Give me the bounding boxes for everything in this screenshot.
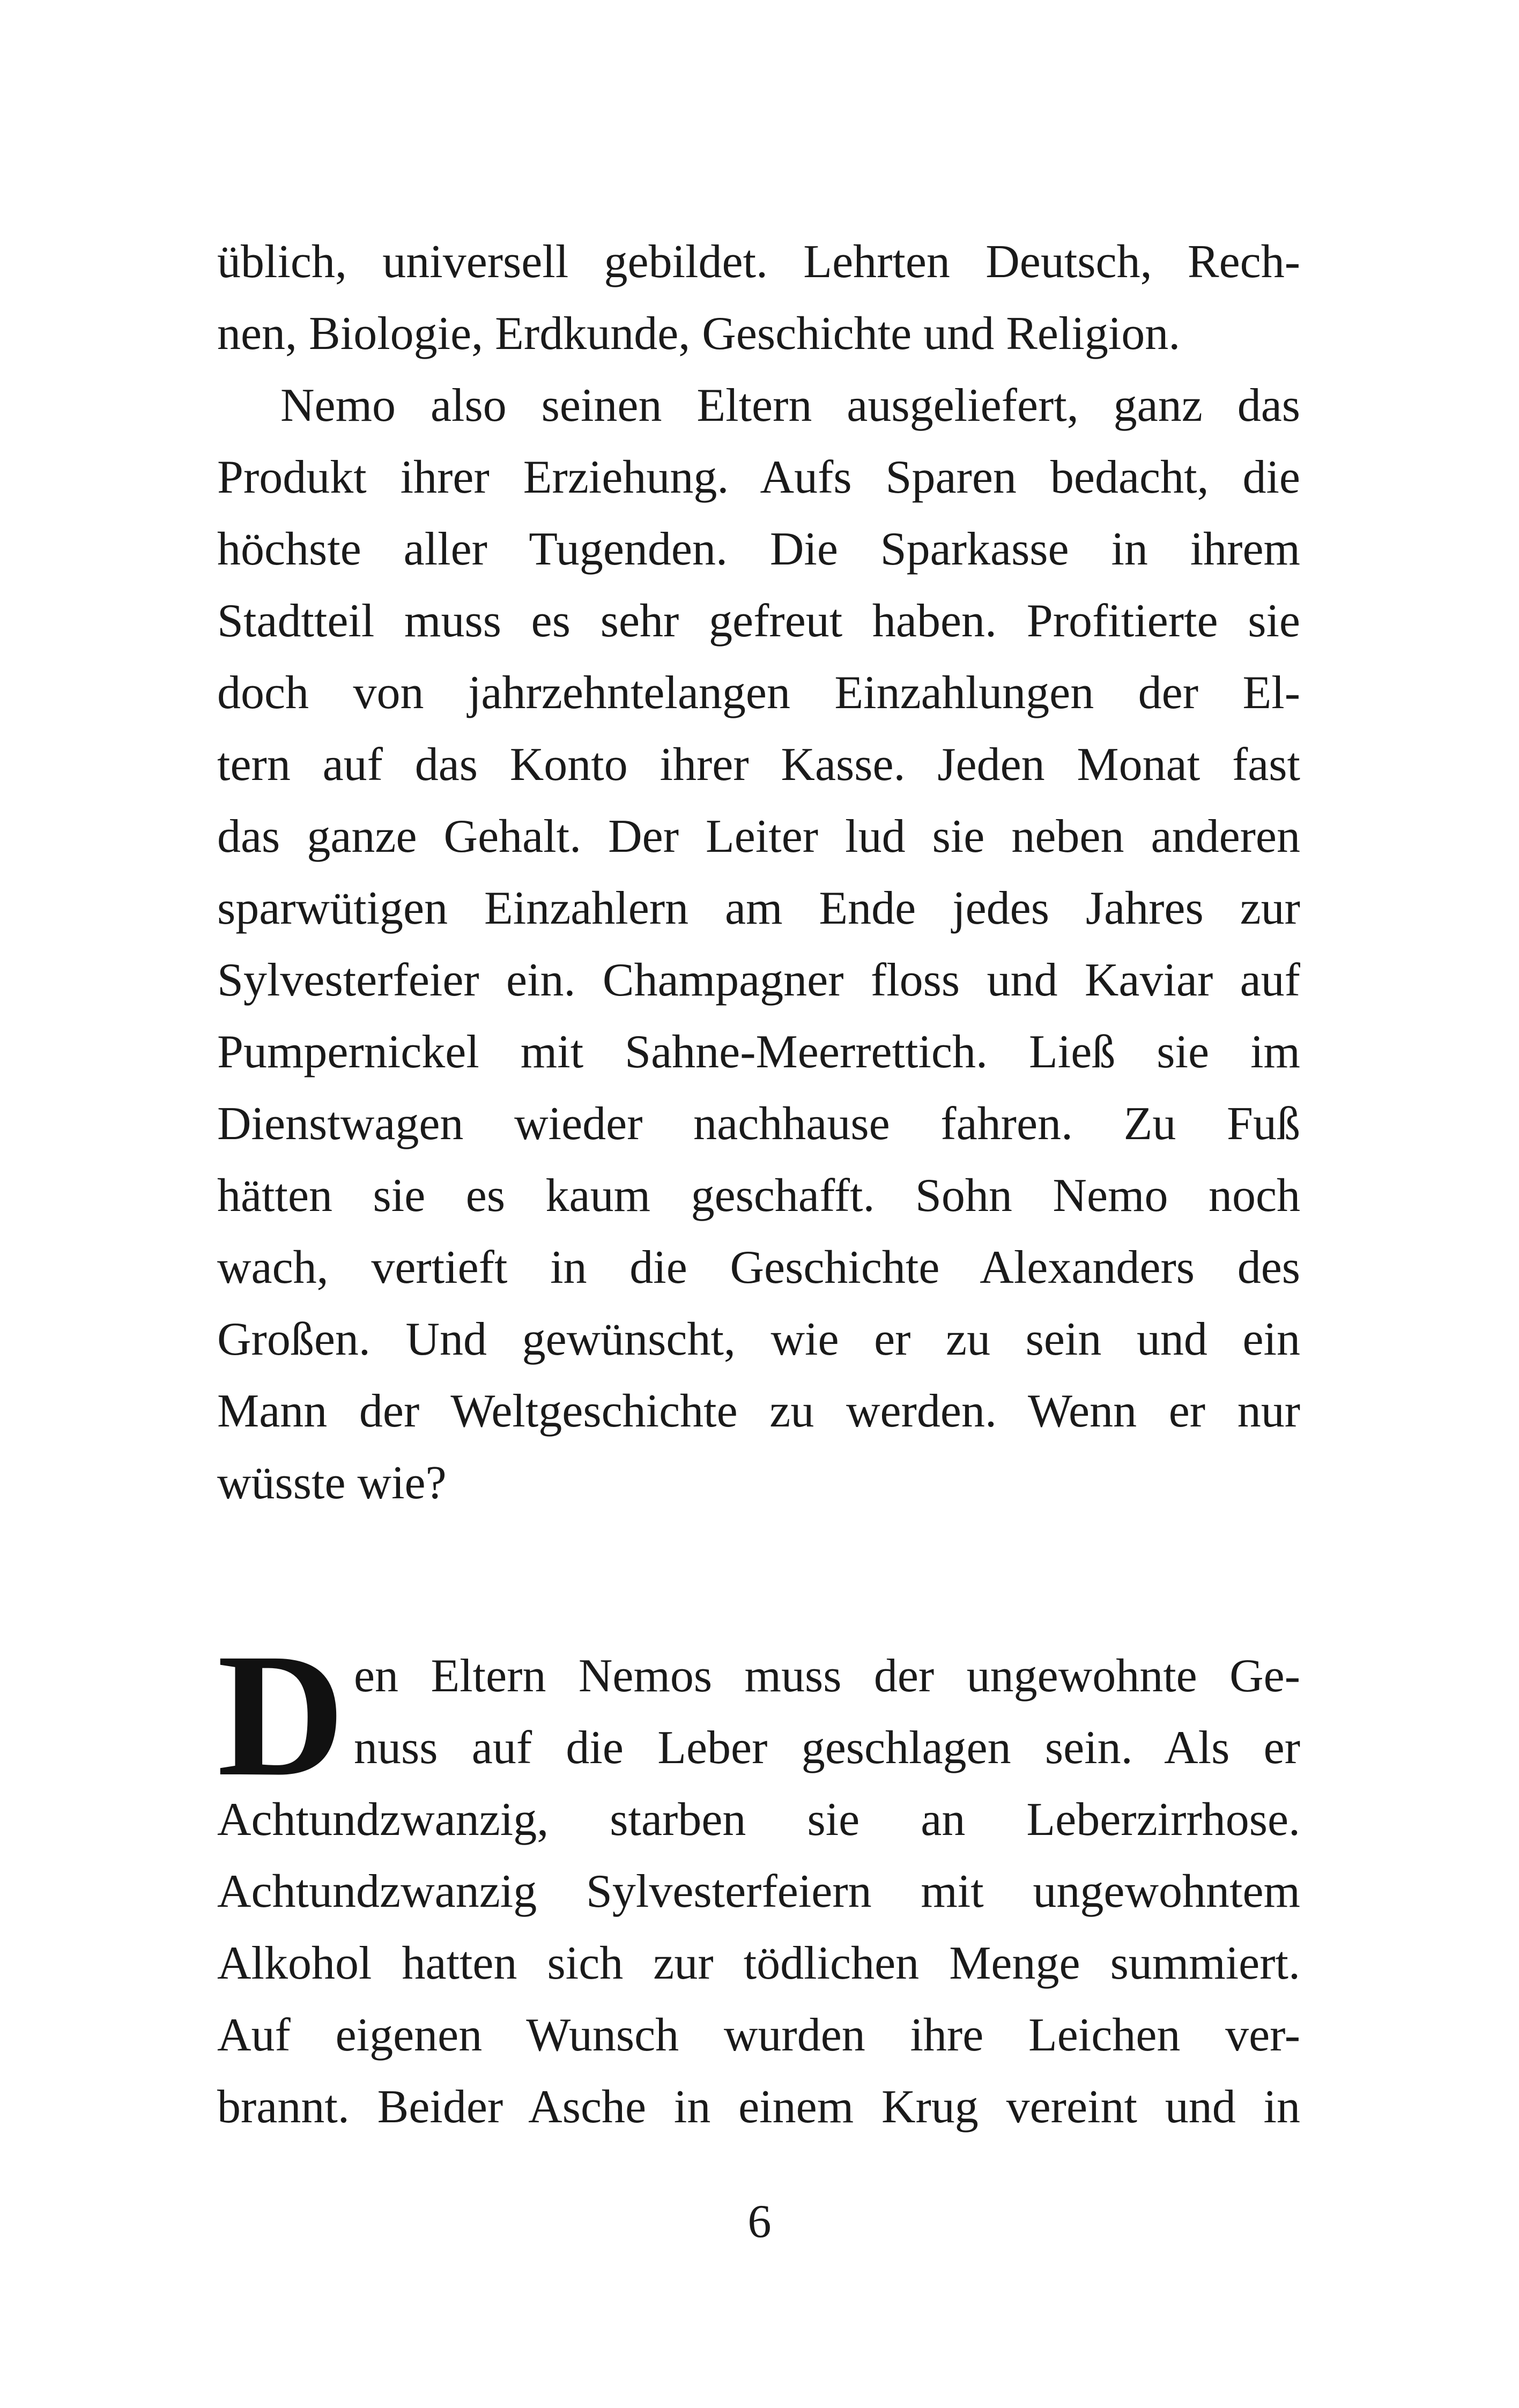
- text-line: Pumpernickel mit Sahne-Meerrettich. Ließ sie im: [217, 1026, 1300, 1078]
- text-line: Achtundzwanzig, starben sie an Leberzirrhose.: [217, 1794, 1300, 1846]
- text-line: sparwütigen Einzahlern am Ende jedes Jahres zur: [217, 882, 1300, 934]
- text-line: nen, Biologie, Erdkunde, Geschichte und Religion.: [217, 308, 1181, 360]
- text-line: Auf eigenen Wunsch wurden ihre Leichen ver-: [217, 2009, 1300, 2061]
- text-line: wüsste wie?: [217, 1457, 447, 1509]
- drop-cap-spacer: [217, 1640, 354, 1712]
- text-line: Sylvesterfeier ein. Champagner floss und Kaviar auf: [217, 954, 1300, 1006]
- text-line: Dienstwagen wieder nachhause fahren. Zu Fuß: [217, 1098, 1300, 1150]
- text-line: en Eltern Nemos muss der ungewohnte Ge-: [354, 1650, 1300, 1702]
- text-line: brannt. Beider Asche in einem Krug vereint und in: [217, 2081, 1300, 2133]
- text-line: Mann der Weltgeschichte zu werden. Wenn er nur: [217, 1385, 1300, 1437]
- text-line: Alkohol hatten sich zur tödlichen Menge summiert.: [217, 1937, 1300, 1989]
- text-line: hätten sie es kaum geschafft. Sohn Nemo noch: [217, 1170, 1300, 1222]
- text-line: höchste aller Tugenden. Die Sparkasse in ihrem: [217, 523, 1300, 575]
- text-line: doch von jahrzehntelangen Einzahlungen der El-: [217, 667, 1300, 719]
- text-block-bottom: [217, 1617, 1300, 2143]
- drop-cap: D: [217, 1617, 345, 1813]
- text-line: tern auf das Konto ihrer Kasse. Jeden Monat fast: [217, 739, 1300, 791]
- text-line: Produkt ihrer Erziehung. Aufs Sparen bedacht, die: [217, 451, 1300, 503]
- text-line: Stadtteil muss es sehr gefreut haben. Profitierte sie: [217, 595, 1300, 647]
- text-line: Nemo also seinen Eltern ausgeliefert, ganz das: [280, 380, 1300, 432]
- text-line: nuss auf die Leber geschlagen sein. Als er: [354, 1722, 1300, 1774]
- text-line: wach, vertieft in die Geschichte Alexanders des: [217, 1242, 1300, 1294]
- text-line: üblich, universell gebildet. Lehrten Deutsch, Rech-: [217, 236, 1300, 288]
- text-line: Achtundzwanzig Sylvesterfeiern mit ungewohntem: [217, 1866, 1300, 1918]
- page-number: 6: [747, 2196, 772, 2248]
- drop-cap-line: [217, 1640, 1300, 1712]
- text-line: das ganze Gehalt. Der Leiter lud sie neben anderen: [217, 811, 1300, 863]
- drop-cap-spacer: [217, 1712, 354, 1784]
- text-block-top: [217, 226, 1300, 1519]
- drop-cap-line: [217, 1712, 1300, 1784]
- text-line: Großen. Und gewünscht, wie er zu sein und ein: [217, 1313, 1300, 1365]
